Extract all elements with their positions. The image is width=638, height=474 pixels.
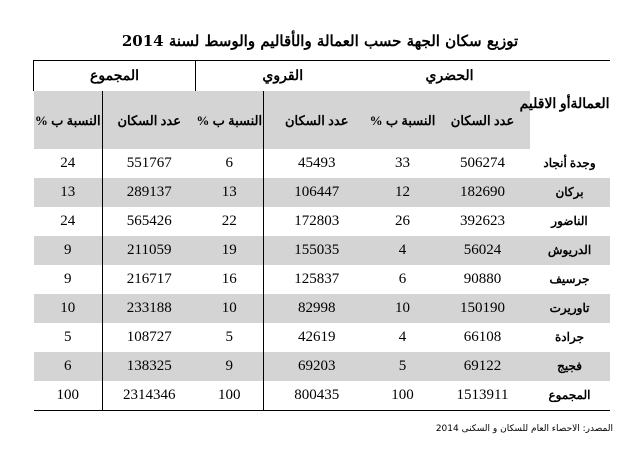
urban-count-cell: 90880 [463,271,502,287]
region-cell: الدريوش [530,236,610,265]
rural-percent-cell: 100 [218,387,241,403]
urban-percent-header: النسبة ب % [370,91,436,149]
table-row [34,149,610,178]
rural-percent-cell: 19 [196,236,264,265]
total-percent-cell: 100 [56,387,79,403]
urban-count-cell: 1513911 [456,387,509,403]
urban-count-cell: 392623 [460,213,506,229]
table-row [34,381,610,411]
total-header: المجموع [34,61,196,92]
table-row [34,294,610,323]
total-count-cell: 108727 [103,323,196,352]
urban-percent-cell: 33 [395,155,410,171]
rural-count-header: عدد السكان [264,91,370,149]
total-percent-cell: 24 [60,213,76,229]
rural-count-cell: 172803 [264,207,370,236]
total-percent-cell: 9 [64,271,72,287]
region-column-header: العمالةأو الاقليم [519,97,610,112]
rural-count-cell: 45493 [264,149,370,178]
total-count-cell: 216717 [103,265,196,294]
total-count-cell: 233188 [103,294,196,323]
table-row [34,352,610,381]
rural-count-cell: 106447 [264,178,370,207]
rural-header: القروي [196,61,370,92]
region-cell: المجموع [548,388,591,402]
urban-count-cell: 69122 [436,352,530,381]
urban-count-cell: 56024 [436,236,530,265]
header-group-row [34,61,610,92]
urban-percent-cell: 6 [398,271,407,287]
urban-count-header: عدد السكان [436,91,530,149]
rural-percent-cell: 22 [221,213,237,229]
table-row [34,236,610,265]
urban-percent-cell: 100 [391,387,414,403]
total-count-cell: 138325 [103,352,196,381]
table-row [34,323,610,352]
urban-count-cell: 66108 [463,329,502,345]
total-percent-cell: 13 [34,178,103,207]
source-note: المصدر: الاحصاء العام للسكان و السكنى 2014 [435,424,613,434]
total-percent-cell: 6 [34,352,103,381]
total-count-cell: 565426 [103,207,196,236]
rural-count-cell: 800435 [264,381,370,411]
region-cell: الناضور [551,214,588,228]
total-percent-cell: 10 [34,294,103,323]
rural-count-cell: 69203 [264,352,370,381]
urban-count-cell: 506274 [460,155,506,171]
region-cell: وجدة أنجاد [543,156,596,170]
urban-percent-cell: 26 [395,213,410,229]
table-row [34,207,610,236]
table-row [34,265,610,294]
total-count-cell: 2314346 [103,381,196,411]
rural-count-cell: 155035 [264,236,370,265]
rural-percent-cell: 13 [196,178,264,207]
rural-count-cell: 42619 [264,323,370,352]
region-cell: فجيج [530,352,610,381]
urban-header: الحضري [425,68,474,84]
total-count-cell: 211059 [103,236,196,265]
total-percent-header: النسبة ب % [34,91,103,149]
rural-count-cell: 125837 [264,265,370,294]
total-count-header: عدد السكان [103,91,196,149]
rural-percent-cell: 9 [196,352,264,381]
rural-percent-header: النسبة ب % [196,91,264,149]
region-cell: بركان [530,178,610,207]
total-percent-cell: 5 [64,329,72,345]
total-count-cell: 551767 [103,149,196,178]
table-title: توزيع سكان الجهة حسب العمالة والأقاليم والوسط لسنة 2014 [121,32,519,50]
urban-count-cell: 150190 [436,294,530,323]
total-percent-cell: 9 [34,236,103,265]
region-cell: تاوريرت [530,294,610,323]
region-cell: جرادة [555,330,585,344]
rural-percent-cell: 5 [225,329,233,345]
rural-count-cell: 82998 [264,294,370,323]
total-percent-cell: 24 [60,155,76,171]
urban-percent-cell: 4 [370,236,436,265]
urban-count-cell: 182690 [436,178,530,207]
urban-percent-cell: 4 [398,329,407,345]
table-row [34,178,610,207]
region-cell: جرسيف [549,272,590,286]
urban-percent-cell: 5 [370,352,436,381]
rural-percent-cell: 16 [221,271,237,287]
rural-percent-cell: 10 [196,294,264,323]
population-table [33,60,610,411]
rural-percent-cell: 6 [225,155,233,171]
urban-percent-cell: 10 [370,294,436,323]
urban-percent-cell: 12 [370,178,436,207]
total-count-cell: 289137 [103,178,196,207]
